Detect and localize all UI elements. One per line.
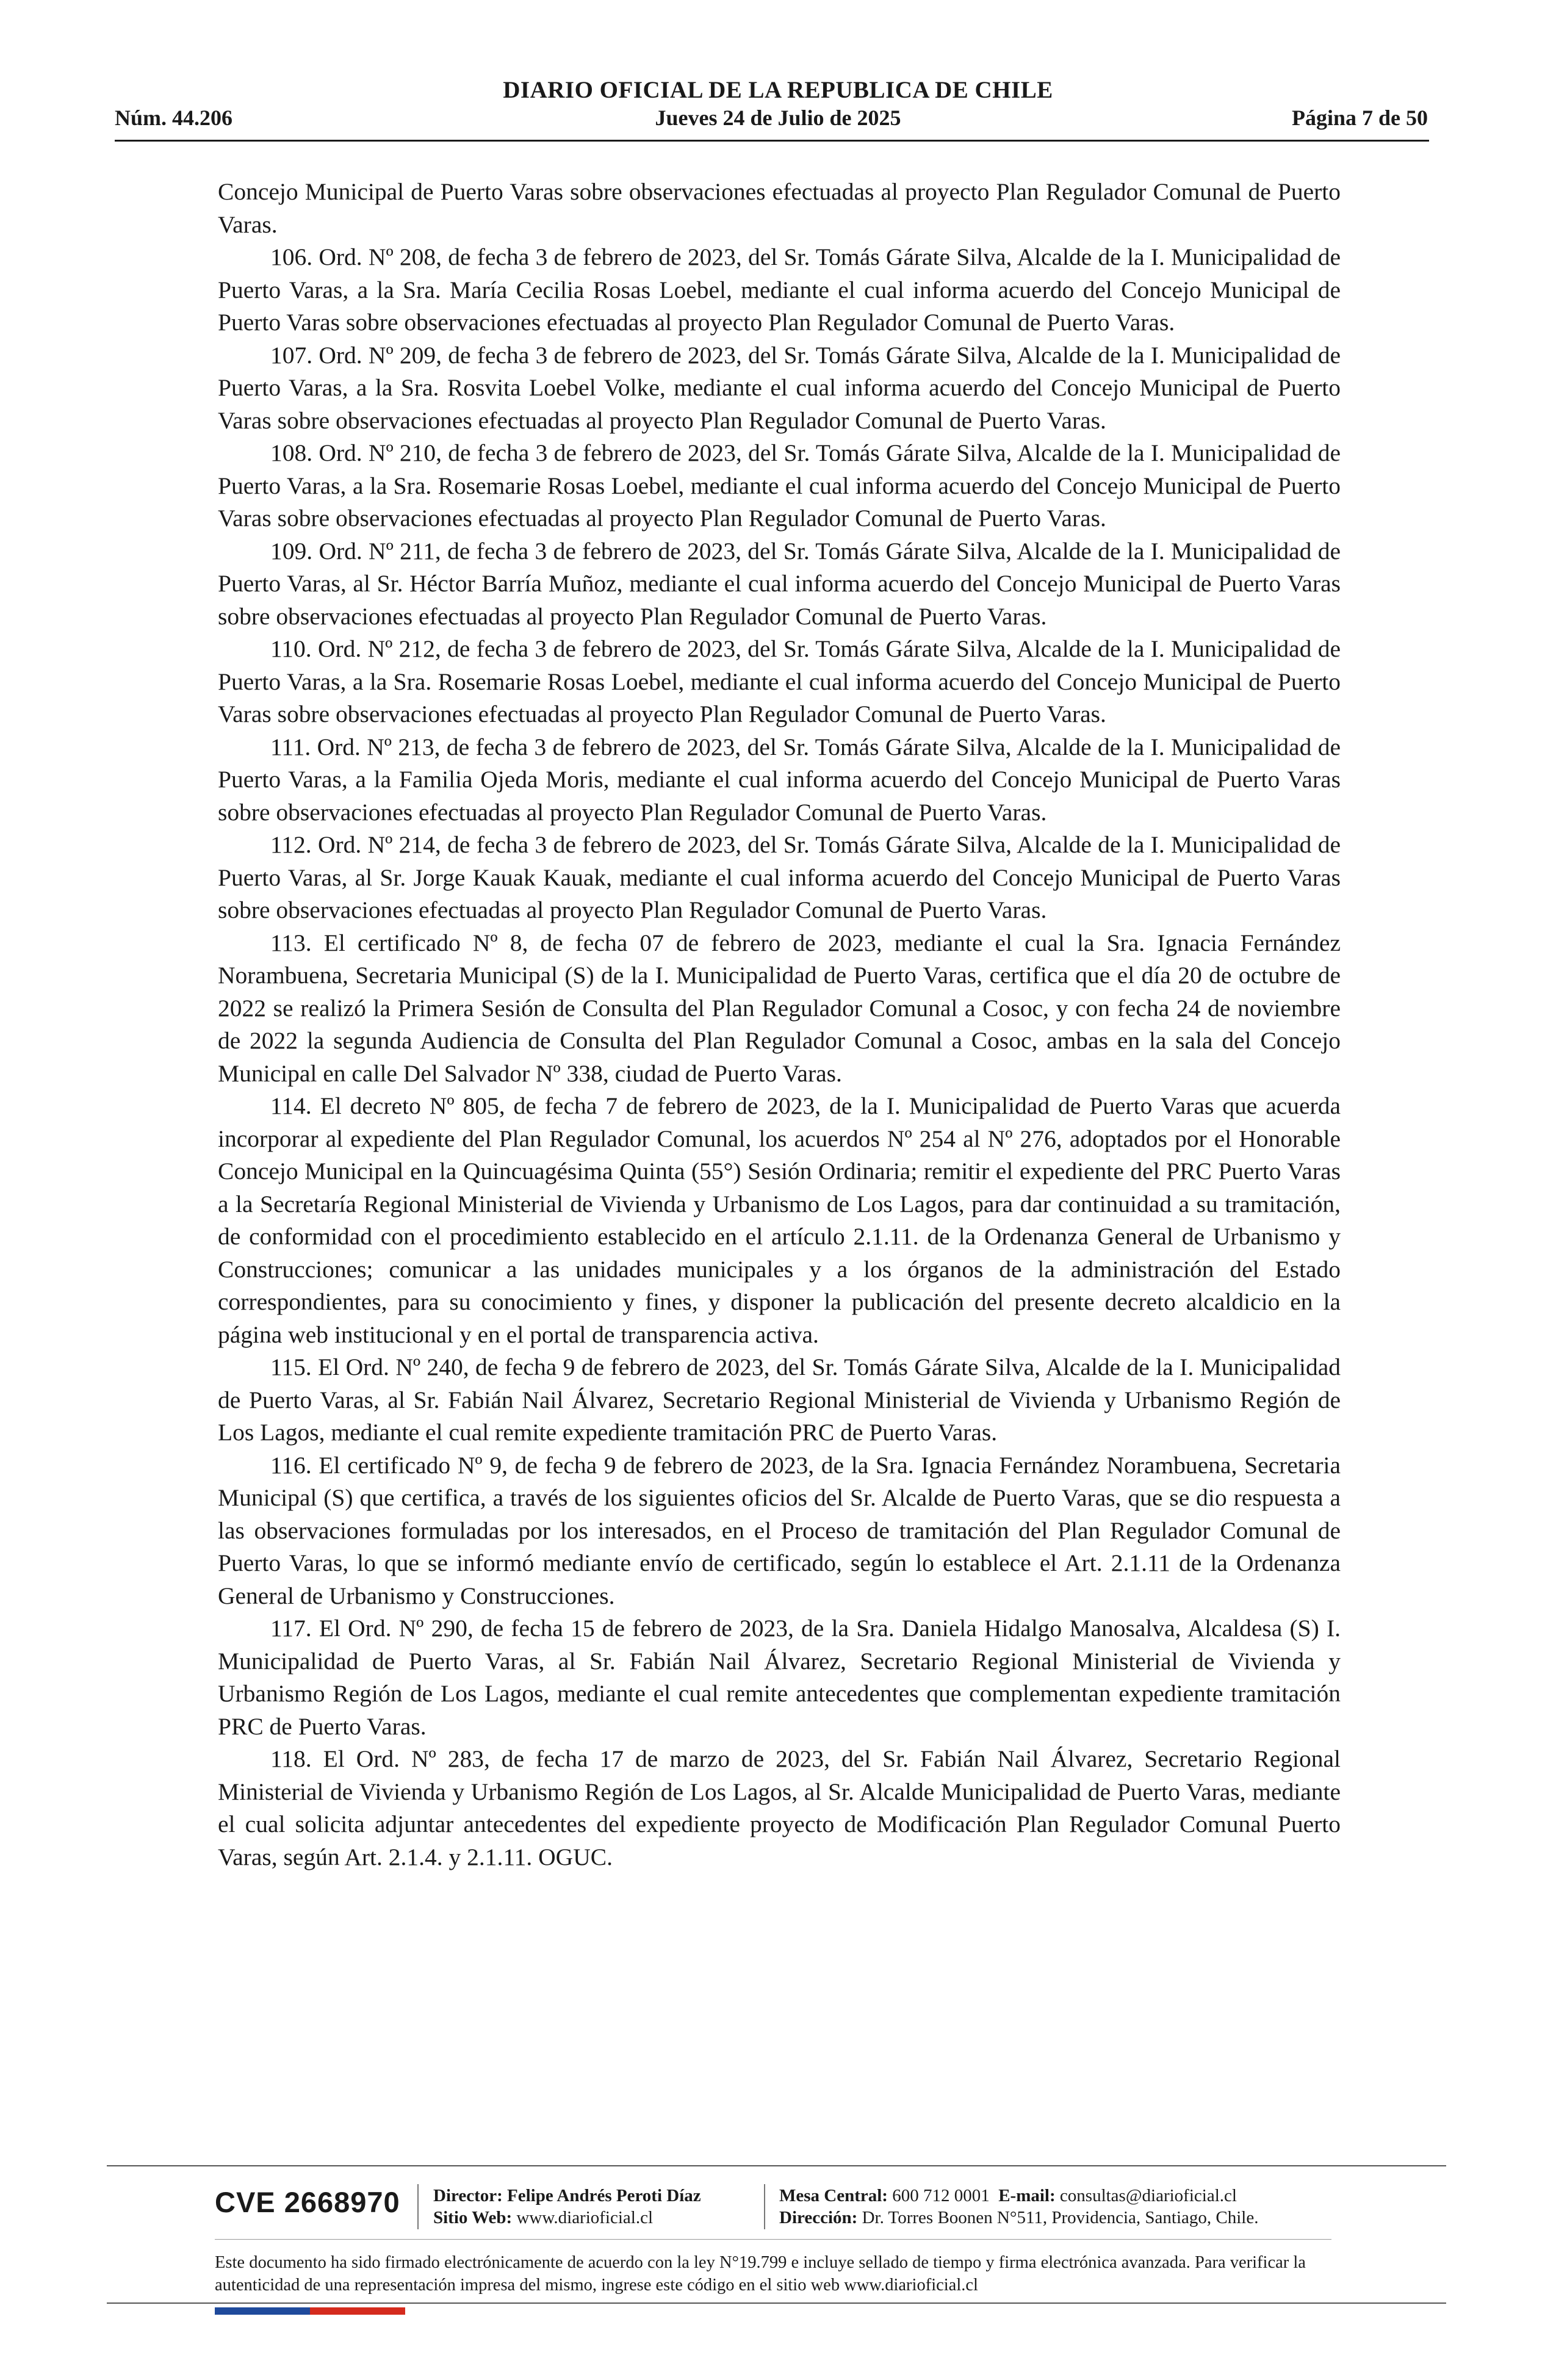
paragraph: 107. Ord. Nº 209, de fecha 3 de febrero de 2023, del Sr. Tomás Gárate Silva, Alcalde de la I. Municipalidad de Puerto Varas, a la Sra. Rosvita Loebel Volke, mediante el cual informa acuerdo del Concejo Municipal de Puerto Varas sobre observaciones efectuadas al proyecto Plan Regulador Comunal de Puerto Varas. xyxy=(218,341,1341,434)
web-label: Sitio Web: xyxy=(433,2208,513,2227)
address-value: Dr. Torres Boonen N°511, Providencia, Santiago, Chile. xyxy=(862,2208,1259,2227)
footer-separator xyxy=(417,2184,419,2229)
paragraph: 115. El Ord. Nº 240, de fecha 9 de febrero de 2023, del Sr. Tomás Gárate Silva, Alcalde de la I. Municipalidad de Puerto Varas, al Sr. Fabián Nail Álvarez, Secretario Regional Ministerial de Vivienda y Urbanismo Región de Los Lagos, mediante el cual remite expediente tramitación PRC de Puerto Varas. xyxy=(218,1354,1341,1446)
flag-blue-segment xyxy=(215,2307,310,2315)
footer-mid-divider xyxy=(215,2239,1331,2240)
page-number: Página 7 de 50 xyxy=(1291,106,1428,130)
newspaper-title: DIARIO OFICIAL DE LA REPUBLICA DE CHILE xyxy=(503,77,1053,103)
mesa-label: Mesa Central: xyxy=(779,2186,888,2205)
paragraph: 114. El decreto Nº 805, de fecha 7 de febrero de 2023, de la I. Municipalidad de Puerto Varas que acuerda incorporar al expediente del Plan Regulador Comunal, los acuerdos Nº 254 al Nº 276, adoptados por el Honorable Concejo Municipal en la Quincuagésima Quinta (55°) Sesión Ordinaria; remitir el expediente del PRC Puerto Varas a la Secretaría Regional Ministerial de Vivienda y Urbanismo de Los Lagos, para dar continuidad a su tramitación, de conformidad con el procedimiento establecido en el artículo 2.1.11. de la Ordenanza General de Urbanismo y Construcciones; comunicar a las unidades municipales y a los órganos de la administración del Estado correspondientes, para su conocimiento y fines, y disponer la publicación del presente decreto alcaldicio en la página web institucional y en el portal de transparencia activa. xyxy=(218,1092,1341,1348)
document-body xyxy=(218,176,1341,1873)
director-name: Felipe Andrés Peroti Díaz xyxy=(507,2186,701,2205)
issue-number: Núm. 44.206 xyxy=(115,106,233,130)
paragraph: 108. Ord. Nº 210, de fecha 3 de febrero de 2023, del Sr. Tomás Gárate Silva, Alcalde de la I. Municipalidad de Puerto Varas, a la Sra. Rosemarie Rosas Loebel, mediante el cual informa acuerdo del Concejo Municipal de Puerto Varas sobre observaciones efectuadas al proyecto Plan Regulador Comunal de Puerto Varas. xyxy=(218,439,1341,532)
paragraph: 111. Ord. Nº 213, de fecha 3 de febrero de 2023, del Sr. Tomás Gárate Silva, Alcalde de la I. Municipalidad de Puerto Varas, a la Familia Ojeda Moris, mediante el cual informa acuerdo del Concejo Municipal de Puerto Varas sobre observaciones efectuadas al proyecto Plan Regulador Comunal de Puerto Varas. xyxy=(218,733,1341,826)
paragraph: 118. El Ord. Nº 283, de fecha 17 de marzo de 2023, del Sr. Fabián Nail Álvarez, Secretario Regional Ministerial de Vivienda y Urbanismo Región de Los Lagos, al Sr. Alcalde Municipalidad de Puerto Varas, mediante el cual solicita adjuntar antecedentes del expediente proyecto de Modificación Plan Regulador Comunal Puerto Varas, según Art. 2.1.4. y 2.1.11. OGUC. xyxy=(218,1745,1341,1870)
header-divider xyxy=(115,140,1429,142)
footer-contact-block xyxy=(779,2185,1258,2229)
paragraph: 110. Ord. Nº 212, de fecha 3 de febrero de 2023, del Sr. Tomás Gárate Silva, Alcalde de la I. Municipalidad de Puerto Varas, a la Sra. Rosemarie Rosas Loebel, mediante el cual informa acuerdo del Concejo Municipal de Puerto Varas sobre observaciones efectuadas al proyecto Plan Regulador Comunal de Puerto Varas. xyxy=(218,635,1341,727)
footer-bottom-divider xyxy=(107,2302,1446,2304)
flag-red-segment xyxy=(310,2307,405,2315)
web-link[interactable]: www.diarioficial.cl xyxy=(516,2208,654,2227)
paragraph: 116. El certificado Nº 9, de fecha 9 de febrero de 2023, de la Sra. Ignacia Fernández Norambuena, Secretaria Municipal (S) que certifica, a través de los siguientes oficios del Sr. Alcalde de Puerto Varas, que se dio respuesta a las observaciones formuladas por los interesados, en el Proceso de tramitación del Plan Regulador Comunal de Puerto Varas, lo que se informó mediante envío de certificado, según lo establece el Art. 2.1.11 de la Ordenanza General de Urbanismo y Construcciones. xyxy=(218,1451,1341,1609)
email-link[interactable]: consultas@diarioficial.cl xyxy=(1059,2186,1237,2205)
paragraph: 113. El certificado Nº 8, de fecha 07 de febrero de 2023, mediante el cual la Sra. Ignacia Fernández Norambuena, Secretaria Municipal (S) de la I. Municipalidad de Puerto Varas, certifica que el día 20 de octubre de 2022 se realizó la Primera Sesión de Consulta del Plan Regulador Comunal a Cosoc, y con fecha 24 de noviembre de 2022 la segunda Audiencia de Consulta del Plan Regulador Comunal a Cosoc, ambas en la sala del Concejo Municipal en calle Del Salvador Nº 338, ciudad de Puerto Varas. xyxy=(218,929,1341,1087)
address-label: Dirección: xyxy=(779,2208,858,2227)
chile-flag-stripe xyxy=(215,2307,405,2315)
paragraph: 117. El Ord. Nº 290, de fecha 15 de febrero de 2023, de la Sra. Daniela Hidalgo Manosalva, Alcaldesa (S) I. Municipalidad de Puerto Varas, al Sr. Fabián Nail Álvarez, Secretario Regional Ministerial de Vivienda y Urbanismo Región de Los Lagos, mediante el cual remite antecedentes que complementan expediente tramitación PRC de Puerto Varas. xyxy=(218,1615,1341,1740)
mesa-phone: 600 712 0001 xyxy=(892,2186,990,2205)
issue-date: Jueves 24 de Julio de 2025 xyxy=(655,106,901,130)
email-label: E-mail: xyxy=(998,2186,1056,2205)
director-label: Director: xyxy=(433,2186,503,2205)
paragraph: 109. Ord. Nº 211, de fecha 3 de febrero de 2023, del Sr. Tomás Gárate Silva, Alcalde de la I. Municipalidad de Puerto Varas, al Sr. Héctor Barría Muñoz, mediante el cual informa acuerdo del Concejo Municipal de Puerto Varas sobre observaciones efectuadas al proyecto Plan Regulador Comunal de Puerto Varas. xyxy=(218,537,1341,630)
footer-director-block xyxy=(433,2185,701,2229)
footer-separator xyxy=(764,2184,765,2229)
paragraph: 106. Ord. Nº 208, de fecha 3 de febrero de 2023, del Sr. Tomás Gárate Silva, Alcalde de la I. Municipalidad de Puerto Varas, a la Sra. María Cecilia Rosas Loebel, mediante el cual informa acuerdo del Concejo Municipal de Puerto Varas sobre observaciones efectuadas al proyecto Plan Regulador Comunal de Puerto Varas. xyxy=(218,243,1341,336)
footer-top-divider xyxy=(107,2165,1446,2166)
signature-note: Este documento ha sido firmado electrónicamente de acuerdo con la ley N°19.799 e incluye sellado de tiempo y firma electrónica avanzada. Para verificar la autenticidad de una representación impresa del mismo, ingrese este código en el sitio web www.diarioficial.cl xyxy=(215,2253,1306,2295)
cve-code: CVE 2668970 xyxy=(215,2186,400,2218)
paragraph: Concejo Municipal de Puerto Varas sobre observaciones efectuadas al proyecto Plan Regulador Comunal de Puerto Varas. xyxy=(218,178,1341,238)
paragraph: 112. Ord. Nº 214, de fecha 3 de febrero de 2023, del Sr. Tomás Gárate Silva, Alcalde de la I. Municipalidad de Puerto Varas, al Sr. Jorge Kauak Kauak, mediante el cual informa acuerdo del Concejo Municipal de Puerto Varas sobre observaciones efectuadas al proyecto Plan Regulador Comunal de Puerto Varas. xyxy=(218,831,1341,923)
